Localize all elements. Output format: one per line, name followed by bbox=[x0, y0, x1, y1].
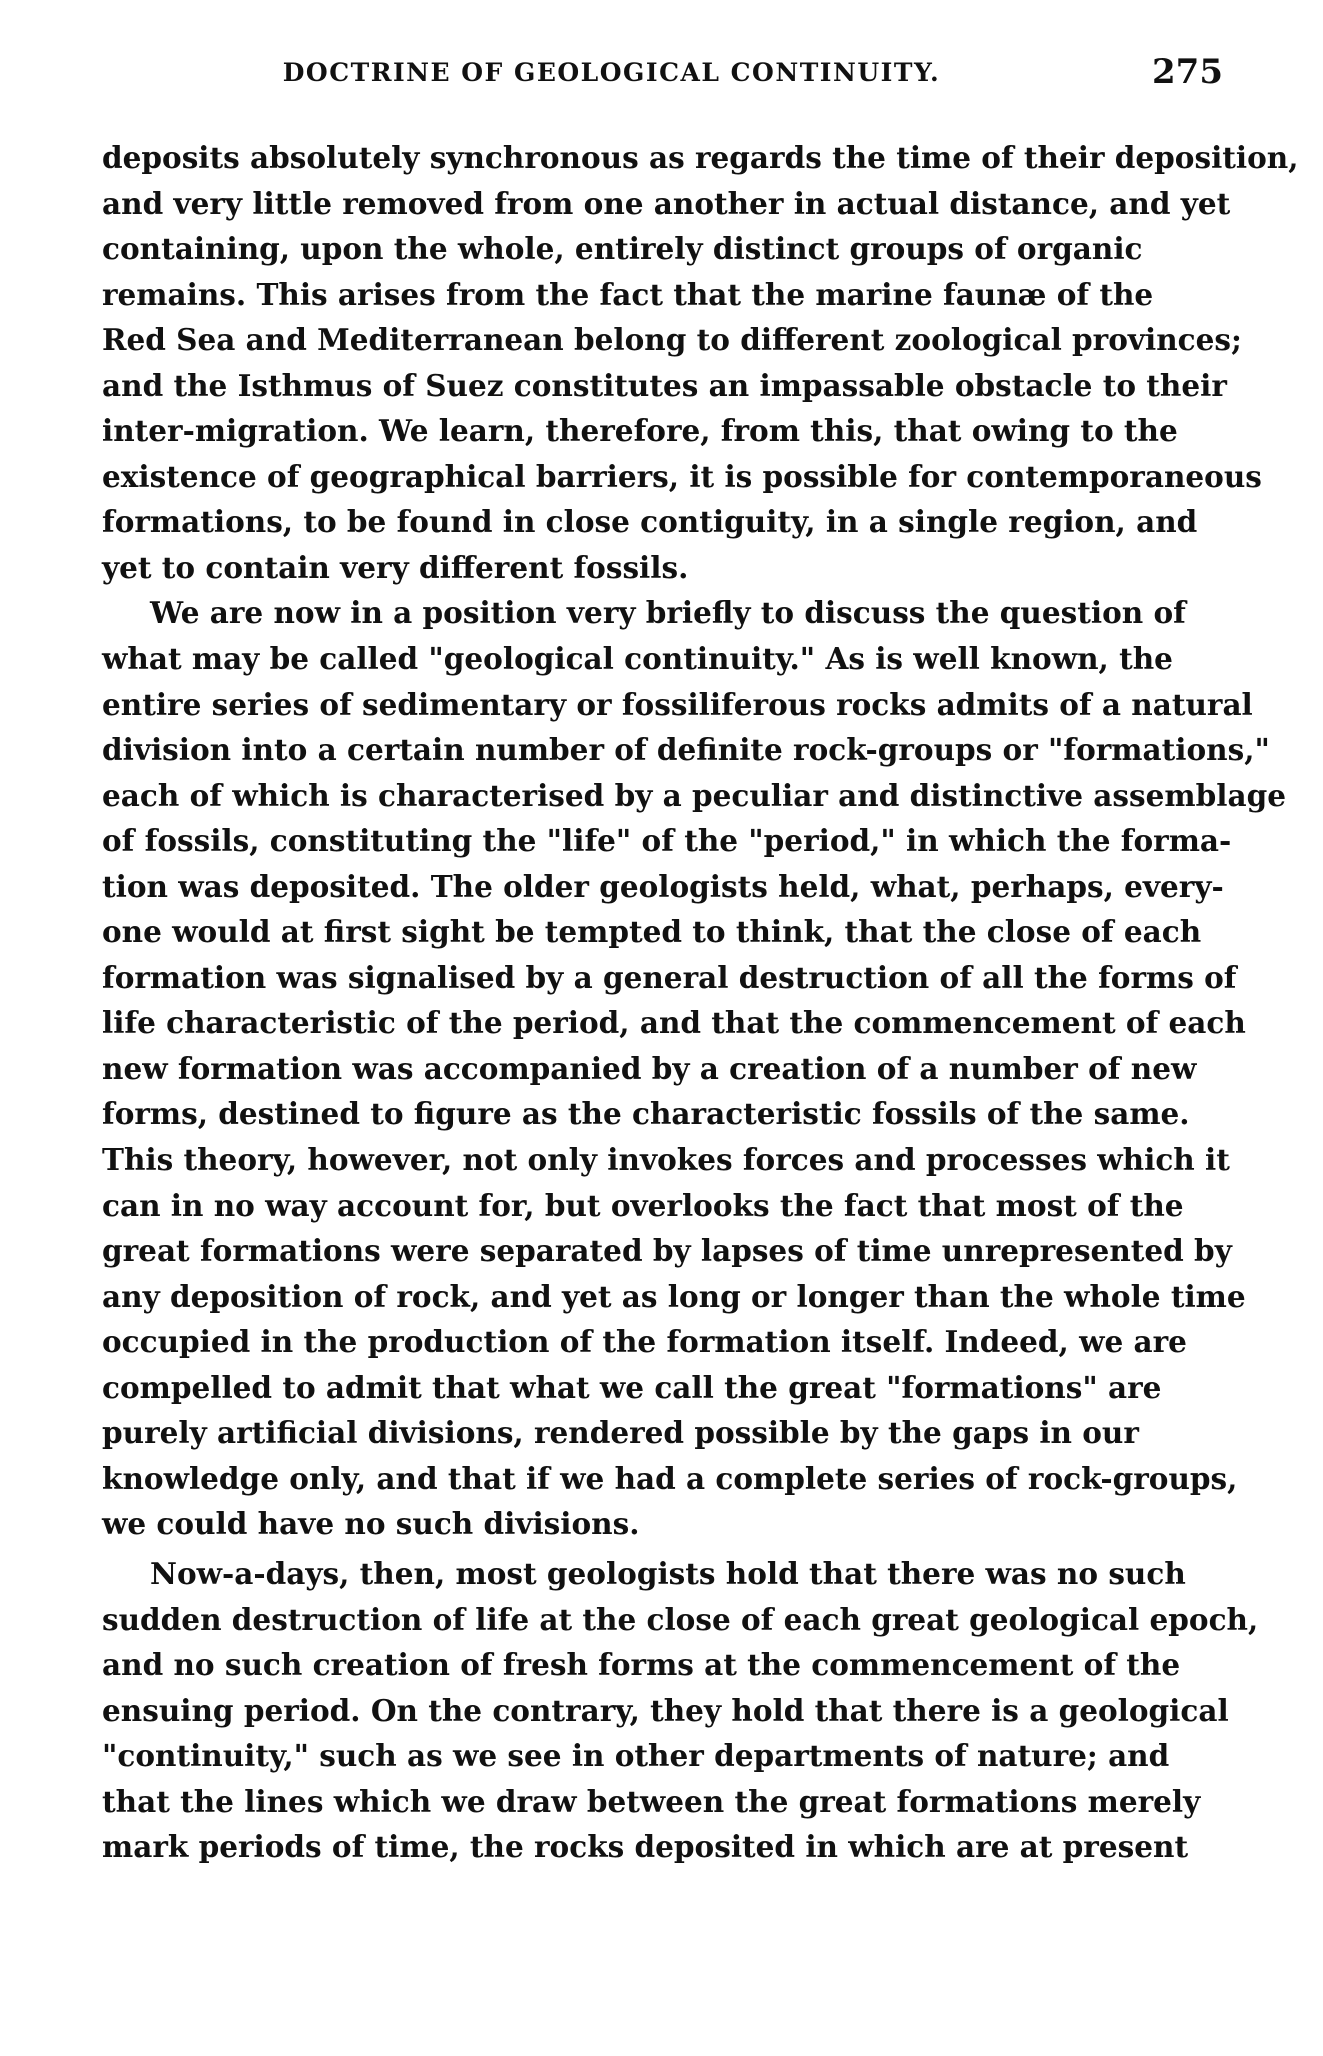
text-line: forms, destined to figure as the characteristic fossils of the same. bbox=[102, 1096, 1190, 1132]
text-line: This theory, however, not only invokes forces and processes which it bbox=[102, 1142, 1230, 1178]
text-line: We are now in a position very briefly to discuss the question of bbox=[150, 595, 1186, 631]
text-line: formation was signalised by a general destruction of all the forms of bbox=[102, 959, 1237, 995]
paragraph-3 bbox=[102, 1551, 1259, 1870]
text-line: yet to contain very different fossils. bbox=[102, 549, 689, 585]
text-line: one would at first sight be tempted to think, that the close of each bbox=[102, 914, 1202, 950]
text-line: Now-a-days, then, most geologists hold that there was no such bbox=[150, 1555, 1186, 1591]
text-line: sudden destruction of life at the close of each great geological epoch, bbox=[102, 1601, 1259, 1637]
text-line: entire series of sedimentary or fossiliferous rocks admits of a natural bbox=[102, 686, 1253, 722]
paragraph-1 bbox=[102, 135, 1299, 590]
text-line: we could have no such divisions. bbox=[102, 1506, 640, 1542]
text-line: "continuity," such as we see in other departments of nature; and bbox=[102, 1738, 1170, 1774]
text-line: that the lines which we draw between the great formations merely bbox=[102, 1783, 1201, 1819]
text-line: occupied in the production of the formation itself. Indeed, we are bbox=[102, 1324, 1187, 1360]
text-line: of fossils, constituting the "life" of the "period," in which the forma- bbox=[102, 823, 1232, 859]
text-line: and no such creation of fresh forms at the commencement of the bbox=[102, 1647, 1181, 1683]
text-line: remains. This arises from the fact that the marine faunæ of the bbox=[102, 276, 1154, 312]
text-line: and the Isthmus of Suez constitutes an impassable obstacle to their bbox=[102, 367, 1227, 403]
text-line: knowledge only, and that if we had a complete series of rock-groups, bbox=[102, 1460, 1238, 1496]
running-header bbox=[100, 52, 1223, 98]
text-line: Red Sea and Mediterranean belong to different zoological provinces; bbox=[102, 322, 1242, 358]
text-line: inter-migration. We learn, therefore, from this, that owing to the bbox=[102, 413, 1178, 449]
text-line: existence of geographical barriers, it is possible for contemporaneous bbox=[102, 458, 1262, 494]
text-line: purely artificial divisions, rendered possible by the gaps in our bbox=[102, 1415, 1139, 1451]
text-line: ensuing period. On the contrary, they hold that there is a geological bbox=[102, 1692, 1229, 1728]
text-line: containing, upon the whole, entirely distinct groups of organic bbox=[102, 231, 1143, 267]
text-line: division into a certain number of definite rock-groups or "formations," bbox=[102, 732, 1270, 768]
text-line: great formations were separated by lapses of time unrepresented by bbox=[102, 1233, 1232, 1269]
text-line: mark periods of time, the rocks deposited in which are at present bbox=[102, 1829, 1189, 1865]
body-text bbox=[102, 135, 1299, 1870]
text-line: and very little removed from one another in actual distance, and yet bbox=[102, 185, 1231, 221]
text-line: what may be called "geological continuity." As is well known, the bbox=[102, 641, 1173, 677]
text-line: tion was deposited. The older geologists held, what, perhaps, every- bbox=[102, 868, 1224, 904]
text-line: deposits absolutely synchronous as regards the time of their deposition, bbox=[102, 140, 1299, 175]
text-line: formations, to be found in close contiguity, in a single region, and bbox=[102, 504, 1198, 540]
text-line: can in no way account for, but overlooks the fact that most of the bbox=[102, 1187, 1184, 1223]
paragraph-2 bbox=[102, 590, 1286, 1546]
text-line: compelled to admit that what we call the great "formations" are bbox=[102, 1369, 1162, 1405]
running-title: DOCTRINE OF GEOLOGICAL CONTINUITY. bbox=[282, 58, 941, 87]
text-line: new formation was accompanied by a creation of a number of new bbox=[102, 1050, 1197, 1086]
text-line: any deposition of rock, and yet as long or longer than the whole time bbox=[102, 1278, 1246, 1314]
text-line: life characteristic of the period, and that the commencement of each bbox=[102, 1005, 1246, 1041]
page-number: 275 bbox=[1152, 52, 1223, 92]
text-line: each of which is characterised by a peculiar and distinctive assemblage bbox=[102, 777, 1286, 813]
